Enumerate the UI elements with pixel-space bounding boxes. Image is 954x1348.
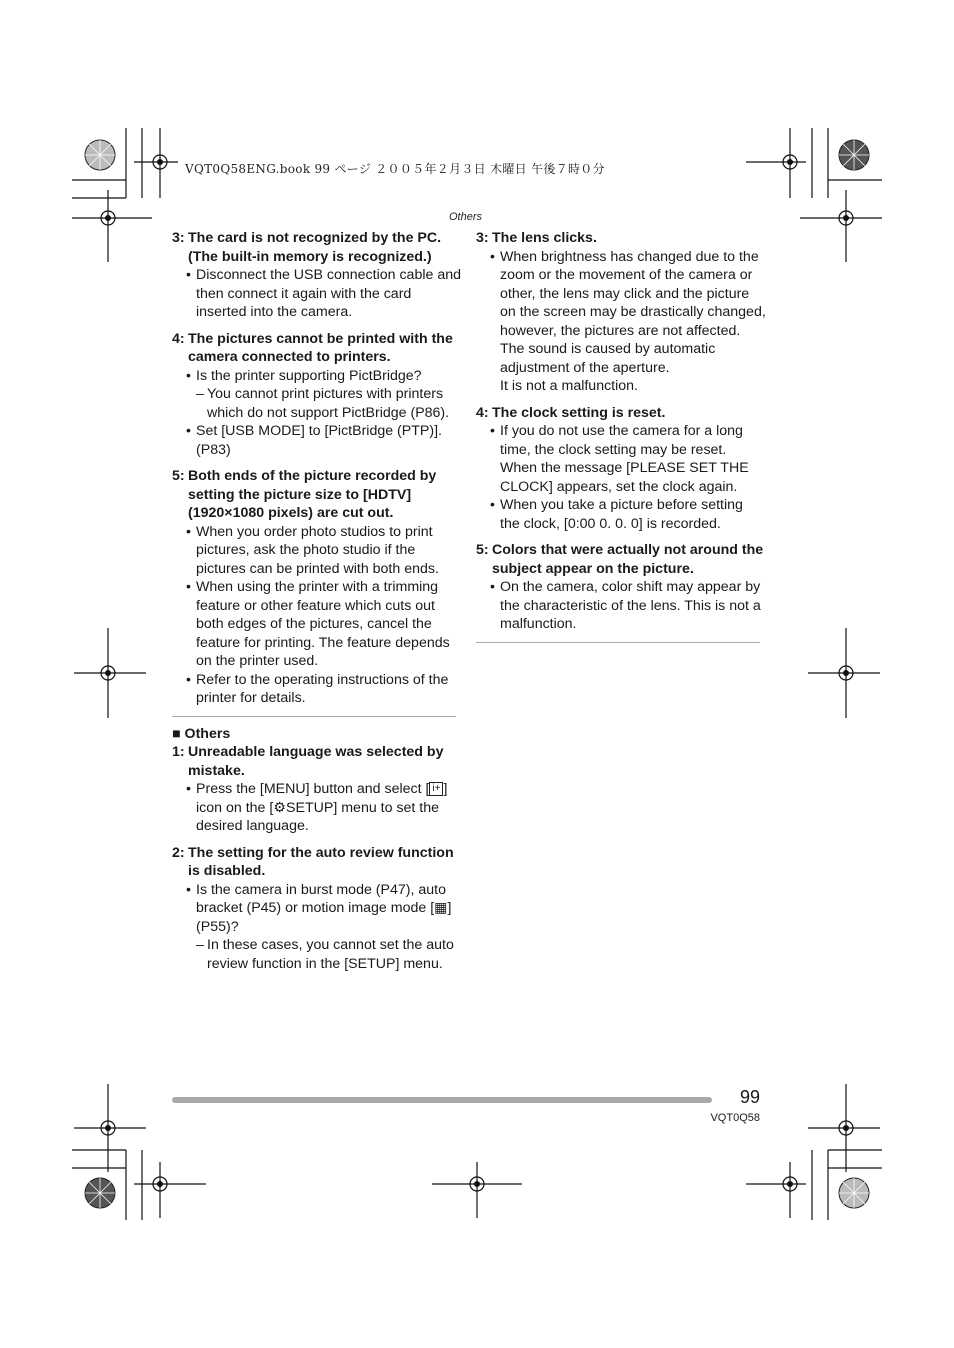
others-item-1 (172, 743, 462, 836)
bullet: • Press the [MENU] button and select [ i+ ] icon on the [⚙SETUP] menu to set the desired language. (186, 781, 448, 834)
question: 4: The clock setting is reset. (476, 404, 666, 421)
bullet: • When using the printer with a trimming feature or other feature which cuts out both edges of the pictures, cancel the feature for printing. The feature depends on the printer used. (186, 579, 450, 669)
question: 3: The lens clicks. (476, 230, 597, 246)
bullet: • Set [USB MODE] to [PictBridge (PTP)]. (P83) (186, 423, 442, 458)
bullet: • Is the camera in burst mode (P47), auto bracket (P45) or motion image mode [▦] (P55)? (186, 881, 452, 935)
question: 2: The setting for the auto review function is disabled. (172, 844, 454, 879)
trouble-item-4 (476, 404, 766, 534)
trouble-item-5 (172, 467, 462, 708)
page-number: 99 (739, 1087, 760, 1107)
bullet: • Refer to the operating instructions of the printer for details. (186, 671, 449, 706)
question: 1: Unreadable language was selected by mistake. (172, 744, 444, 779)
paragraph: It is not a malfunction. (500, 378, 639, 394)
paragraph: The sound is caused by automatic adjustment of the aperture. (500, 341, 716, 376)
question: 3: The card is not recognized by the PC. (The built-in memory is recognized.) (172, 230, 442, 265)
trouble-item-3 (476, 229, 766, 396)
language-icon: i+ (429, 782, 443, 796)
section-tag: Others (449, 211, 483, 223)
trouble-item-5 (476, 541, 766, 634)
trouble-item-4 (172, 330, 462, 460)
bullet: • If you do not use the camera for a long time, the clock setting may be reset. When the message [PLEASE SET THE CLOCK] appears, set the clock again. (490, 423, 749, 495)
section-divider (172, 716, 456, 717)
bullet: • Is the printer supporting PictBridge? (186, 367, 422, 384)
question: 5: Colors that were actually not around the subject appear on the picture. (476, 542, 764, 577)
bullet: • When brightness has changed due to the zoom or the movement of the camera or other, the lens may click and the picture on the screen may be drastically changed, however, the pictures are not affected. (490, 248, 766, 339)
question: 4: The pictures cannot be printed with the camera connected to printers. (172, 330, 453, 365)
footer-bar (172, 1097, 712, 1103)
others-heading: ■ Others (172, 725, 231, 742)
model-code: VQT0Q58 (710, 1112, 760, 1124)
bullet: • When you take a picture before setting the clock, [0:00 0. 0. 0] is recorded. (490, 497, 743, 532)
square-icon: ■ (172, 725, 181, 742)
question: 5: Both ends of the picture recorded by setting the picture size to [HDTV] (1920×1080 pixels) are cut out. (172, 468, 437, 521)
right-column (476, 229, 766, 651)
trouble-item-3 (172, 229, 462, 322)
bullet: • Disconnect the USB connection cable and then connect it again with the card inserted into the camera. (186, 267, 461, 320)
setup-wrench-icon: ⚙ (273, 799, 287, 816)
dash-item: – You cannot print pictures with printers which do not support PictBridge (P86). (196, 386, 450, 421)
print-info-line: VQT0Q58ENG.book 99 ページ ２００５年２月３日 木曜日 午後７時０分 (185, 162, 605, 176)
bullet: • When you order photo studios to print pictures, ask the photo studio if the pictures can be printed with both ends. (186, 523, 439, 577)
others-item-2 (172, 844, 462, 974)
motion-image-icon: ▦ (434, 900, 448, 916)
left-column (172, 229, 462, 981)
dash-item: – In these cases, you cannot set the auto review function in the [SETUP] menu. (196, 937, 454, 972)
section-divider (476, 642, 760, 643)
bullet: • On the camera, color shift may appear by the characteristic of the lens. This is not a malfunction. (490, 579, 761, 632)
